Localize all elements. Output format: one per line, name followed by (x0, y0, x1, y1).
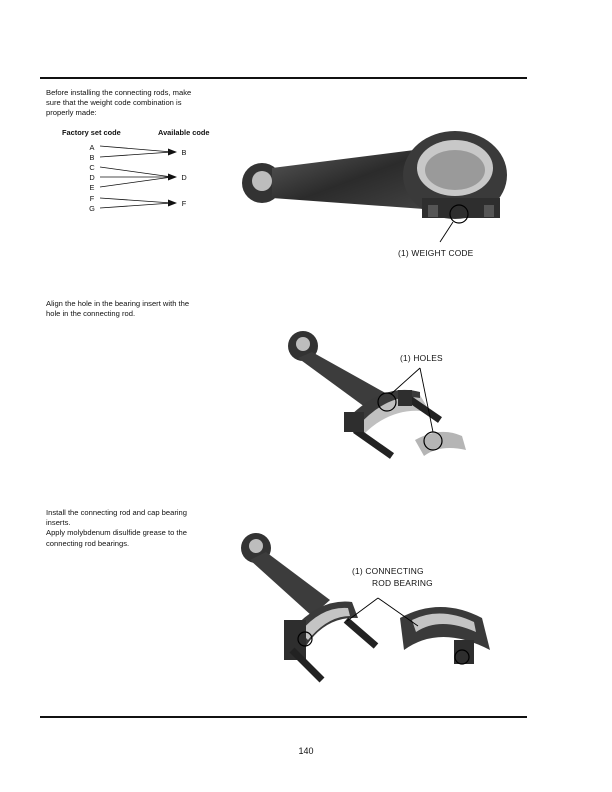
caption-text: CONNECTING (365, 566, 424, 576)
factory-code: G (89, 204, 95, 213)
caption-number: (1) (352, 566, 363, 576)
intro-line: Before installing the connecting rods, make (46, 88, 192, 97)
step3-line: inserts. (46, 518, 71, 528)
step2-line: hole in the connecting rod. (46, 309, 136, 319)
page-number: 140 (298, 746, 314, 756)
available-code: B (181, 148, 187, 157)
factory-code: F (89, 194, 95, 203)
step3-line: connecting rod bearings. (46, 538, 130, 548)
available-code-header: Available code (158, 128, 210, 137)
factory-code: D (89, 173, 95, 182)
caption-text: WEIGHT CODE (411, 248, 474, 258)
factory-code-header: Factory set code (62, 128, 121, 137)
intro-line: sure that the weight code combination is (46, 98, 182, 108)
factory-code: B (89, 153, 95, 162)
factory-code: C (89, 163, 95, 172)
caption-text: HOLES (413, 353, 443, 363)
step3-line: Install the connecting rod and cap bearing (46, 508, 188, 517)
available-code: D (181, 173, 187, 182)
factory-code: A (89, 143, 95, 152)
factory-code: E (89, 183, 95, 192)
intro-line: properly made: (46, 108, 97, 118)
caption-number: (1) (398, 248, 409, 258)
rod-bearing-caption-line2: ROD BEARING (372, 578, 433, 588)
step3-line: Apply molybdenum disulfide grease to the (46, 528, 187, 538)
caption-number: (1) (400, 353, 411, 363)
step2-line: Align the hole in the bearing insert with the (46, 299, 190, 308)
rod-bearing-caption (352, 566, 424, 576)
available-code: F (181, 199, 187, 208)
